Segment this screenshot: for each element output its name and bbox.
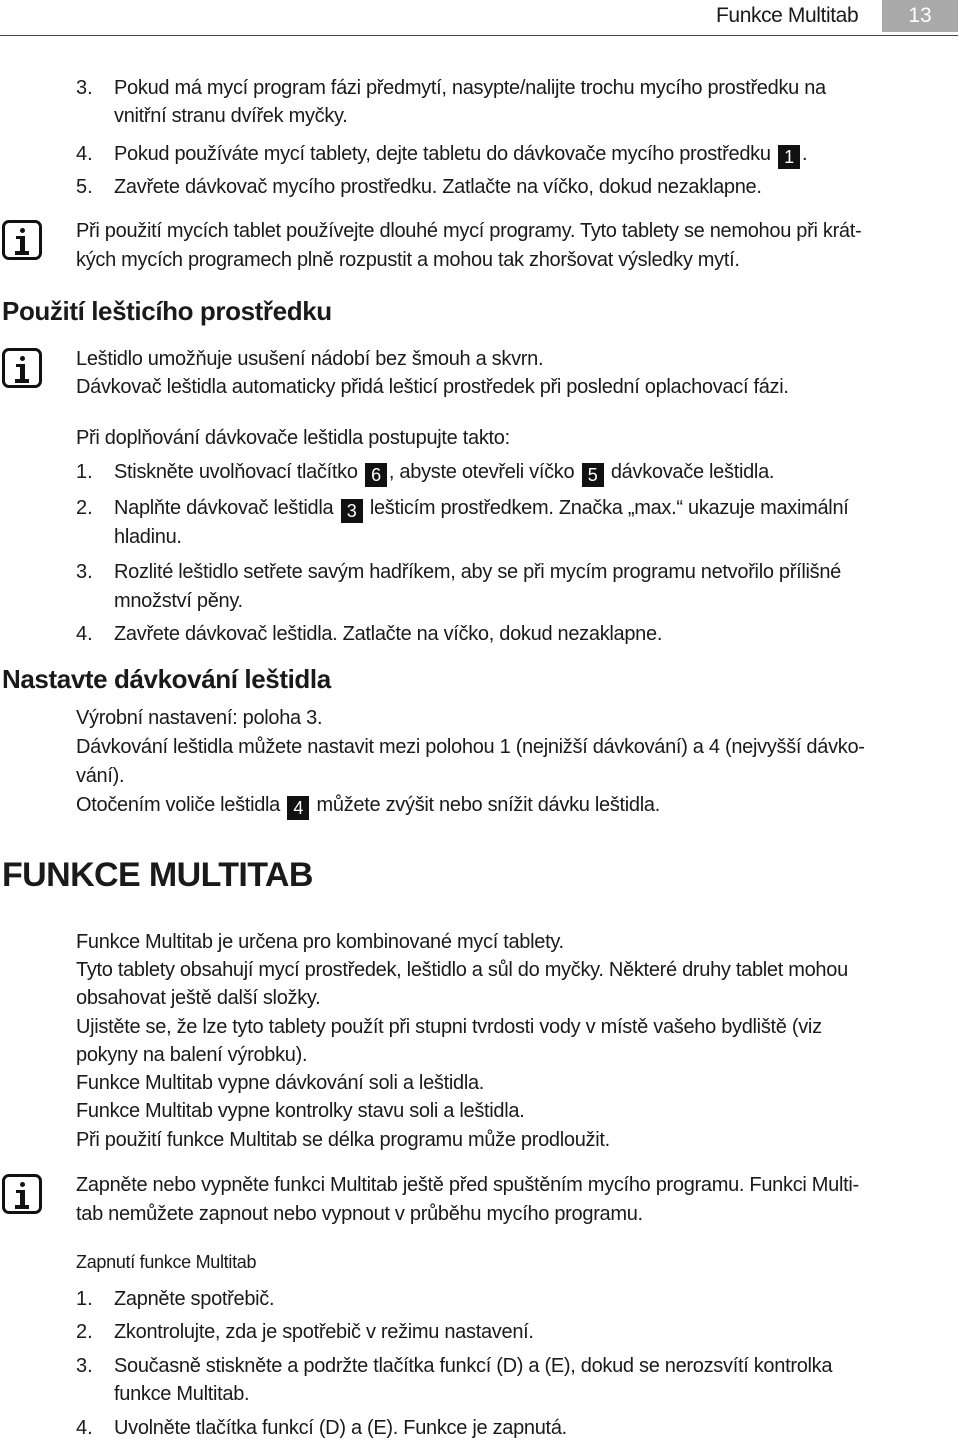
list-item-text: Zavřete dávkovač leštidla. Zatlačte na víčko, dokud nezaklapne. bbox=[114, 623, 663, 645]
callout-number-box: 4 bbox=[287, 796, 309, 820]
list-item-text-part: , abyste otevřeli víčko bbox=[388, 461, 575, 483]
list-number: 5. bbox=[76, 176, 93, 198]
callout-number-box: 6 bbox=[365, 463, 387, 487]
paragraph: Při použití funkce Multitab se délka programu může prodloužit. bbox=[76, 1129, 610, 1151]
info-icon bbox=[2, 220, 42, 260]
header-title: Funkce Multitab bbox=[716, 4, 859, 27]
list-item-text: funkce Multitab. bbox=[114, 1383, 250, 1405]
list-item-text: množství pěny. bbox=[114, 590, 243, 612]
list-item-text: Uvolněte tlačítka funkcí (D) a (E). Funkce je zapnutá. bbox=[114, 1417, 567, 1439]
paragraph: Ujistěte se, že lze tyto tablety použít při stupni tvrdosti vody v místě vašeho bydliště (viz bbox=[76, 1016, 822, 1038]
list-item-text-part: . bbox=[801, 143, 808, 165]
paragraph: Dávkování leštidla můžete nastavit mezi polohou 1 (nejnižší dávkování) a 4 (nejvyšší dávko- bbox=[76, 736, 865, 758]
section-heading: Použití lešticího prostředku bbox=[2, 296, 332, 326]
list-item-text: hladinu. bbox=[114, 526, 182, 548]
list-item-text-part: lešticím prostředkem. Značka „max.“ ukazuje maximální bbox=[369, 497, 849, 519]
list-number: 4. bbox=[76, 143, 93, 165]
list-item-text: Zapněte spotřebič. bbox=[114, 1288, 275, 1310]
list-item-text bbox=[114, 140, 807, 169]
paragraph: pokyny na balení výrobku). bbox=[76, 1044, 308, 1066]
list-item-text-part: Naplňte dávkovač leštidla bbox=[114, 497, 334, 519]
list-item-text: Rozlité leštidlo setřete savým hadříkem, aby se při mycím programu netvořilo přílišné bbox=[114, 561, 842, 583]
list-item-text bbox=[114, 494, 849, 523]
list-number: 1. bbox=[76, 461, 93, 483]
list-number: 2. bbox=[76, 1321, 93, 1343]
list-item-text-part: Pokud používáte mycí tablety, dejte tabletu do dávkovače mycího prostředku bbox=[114, 143, 771, 165]
callout-number-box: 1 bbox=[778, 145, 800, 169]
info-icon bbox=[2, 1174, 42, 1214]
paragraph: Funkce Multitab je určena pro kombinované mycí tablety. bbox=[76, 931, 564, 953]
list-number: 1. bbox=[76, 1288, 93, 1310]
section-heading: Nastavte dávkování leštidla bbox=[2, 664, 331, 694]
paragraph-part: Otočením voliče leštidla bbox=[76, 794, 281, 816]
list-item-text: vnitřní stranu dvířek myčky. bbox=[114, 105, 348, 127]
callout-number-box: 5 bbox=[582, 463, 604, 487]
list-item-text bbox=[114, 458, 774, 487]
list-item-text-part: dávkovače leštidla. bbox=[610, 461, 775, 483]
list-number: 3. bbox=[76, 561, 93, 583]
subheading: Zapnutí funkce Multitab bbox=[76, 1252, 257, 1272]
page-number: 13 bbox=[882, 0, 958, 32]
list-item-text: Zkontrolujte, zda je spotřebič v režimu nastavení. bbox=[114, 1321, 534, 1343]
list-number: 2. bbox=[76, 497, 93, 519]
paragraph: obsahovat ještě další složky. bbox=[76, 987, 321, 1009]
list-number: 4. bbox=[76, 1417, 93, 1439]
header-divider bbox=[0, 35, 958, 36]
list-number: 3. bbox=[76, 1355, 93, 1377]
paragraph-part: můžete zvýšit nebo snížit dávku leštidla. bbox=[316, 794, 660, 816]
note-text: Při použití mycích tablet používejte dlouhé mycí programy. Tyto tablety se nemohou při krát- bbox=[76, 220, 862, 242]
note-text: Zapněte nebo vypněte funkci Multitab ještě před spuštěním mycího programu. Funkci Multi- bbox=[76, 1174, 859, 1196]
chapter-heading: FUNKCE MULTITAB bbox=[2, 856, 313, 894]
note-text: Leštidlo umožňuje usušení nádobí bez šmouh a skvrn. bbox=[76, 348, 544, 370]
list-item-text-part: Stiskněte uvolňovací tlačítko bbox=[114, 461, 358, 483]
paragraph bbox=[76, 791, 660, 820]
list-number: 3. bbox=[76, 77, 93, 99]
note-text: Dávkovač leštidla automaticky přidá lešticí prostředek při poslední oplachovací fázi. bbox=[76, 376, 789, 398]
list-item-text: Pokud má mycí program fázi předmytí, nasypte/nalijte trochu mycího prostředku na bbox=[114, 77, 826, 99]
paragraph: vání). bbox=[76, 765, 125, 787]
paragraph: Výrobní nastavení: poloha 3. bbox=[76, 707, 323, 729]
callout-number-box: 3 bbox=[341, 499, 363, 523]
paragraph: Při doplňování dávkovače leštidla postupujte takto: bbox=[76, 427, 510, 449]
paragraph: Tyto tablety obsahují mycí prostředek, leštidlo a sůl do myčky. Některé druhy tablet mohou bbox=[76, 959, 848, 981]
list-number: 4. bbox=[76, 623, 93, 645]
paragraph: Funkce Multitab vypne kontrolky stavu soli a leštidla. bbox=[76, 1100, 525, 1122]
info-icon bbox=[2, 348, 42, 388]
paragraph: Funkce Multitab vypne dávkování soli a leštidla. bbox=[76, 1072, 485, 1094]
note-text: kých mycích programech plně rozpustit a mohou tak zhoršovat výsledky mytí. bbox=[76, 249, 740, 271]
note-text: tab nemůžete zapnout nebo vypnout v průběhu mycího programu. bbox=[76, 1203, 643, 1225]
list-item-text: Zavřete dávkovač mycího prostředku. Zatlačte na víčko, dokud nezaklapne. bbox=[114, 176, 762, 198]
list-item-text: Současně stiskněte a podržte tlačítka funkcí (D) a (E), dokud se nerozsvítí kontrolka bbox=[114, 1355, 833, 1377]
